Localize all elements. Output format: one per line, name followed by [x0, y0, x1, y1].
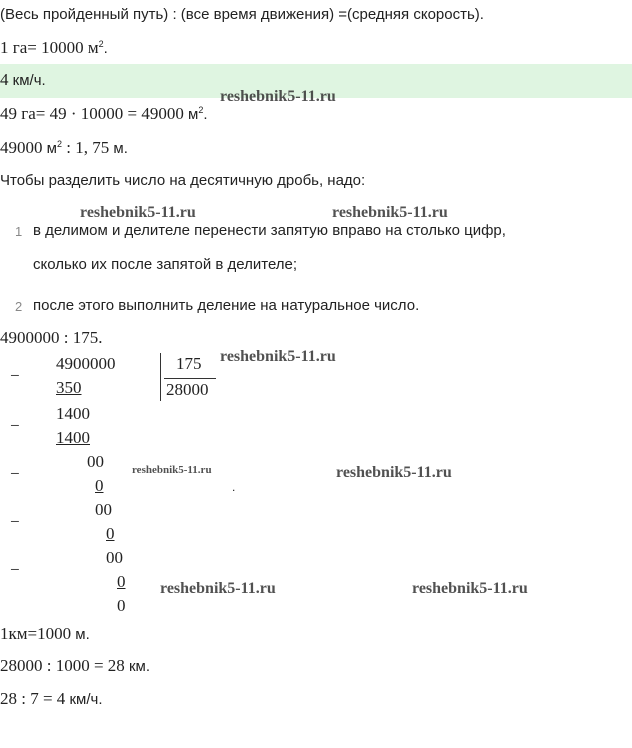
- division-expression: 4900000 : 175.: [0, 328, 103, 347]
- remainder-5: 0: [117, 596, 126, 615]
- subtrahend-2: 1400: [56, 428, 90, 447]
- length-math: 49000: [0, 138, 43, 157]
- area-unit: м: [183, 106, 199, 123]
- area-sup: 2: [198, 105, 204, 115]
- speed-unit: км/ч.: [65, 691, 103, 708]
- watermark-1: reshebnik5-11.ru: [220, 88, 336, 105]
- list-item-2-text: после этого выполнить деление на натуральное число.: [33, 297, 420, 314]
- list-item-1-text-a: в делимом и делителе перенести запятую вправо на столько цифр,: [33, 222, 506, 239]
- dividend: 4900000: [56, 354, 116, 373]
- hectare-math: 1 га= 10000 м: [0, 38, 99, 57]
- hectare-sup: 2: [98, 39, 104, 49]
- divisor: 175: [176, 354, 202, 373]
- rule-intro-line: Чтобы разделить число на десятичную дробь, надо:: [0, 172, 366, 189]
- watermark-4: reshebnik5-11.ru: [220, 348, 336, 365]
- minus-sign-3: −: [10, 464, 20, 483]
- subtrahend-1: 350: [56, 378, 82, 397]
- minus-sign-2: −: [10, 416, 20, 435]
- watermark-8: reshebnik5-11.ru: [412, 580, 528, 597]
- subtrahend-3: 0: [95, 476, 104, 495]
- km-math: 1км=1000: [0, 624, 72, 643]
- answer-unit: км/ч.: [8, 72, 46, 89]
- speed-formula-line: (Весь пройденный путь) : (все время движения) =(средняя скорость).: [0, 6, 484, 23]
- area-math: 49 га= 49 · 10000 = 49000: [0, 104, 184, 123]
- length-end: м.: [109, 140, 128, 157]
- quotient: 28000: [166, 380, 209, 399]
- list-item-2-number: 2: [15, 299, 23, 314]
- answer-line: [0, 70, 46, 90]
- speed-result-line: [0, 689, 103, 709]
- distance-unit: км.: [124, 658, 151, 675]
- division-vertical-bar: [160, 353, 161, 401]
- subtrahend-4: 0: [106, 524, 115, 543]
- length-unit: м: [42, 140, 57, 157]
- list-item-1-text-b: сколько их после запятой в делителе;: [33, 256, 298, 273]
- division-horizontal-bar: [164, 378, 216, 379]
- answer-math: 4: [0, 70, 9, 89]
- minus-sign-4: −: [10, 512, 20, 531]
- watermark-2: reshebnik5-11.ru: [80, 204, 196, 221]
- distance-km-line: [0, 656, 150, 676]
- km-conversion-line: [0, 624, 90, 644]
- remainder-1: 1400: [56, 404, 90, 423]
- watermark-3: reshebnik5-11.ru: [332, 204, 448, 221]
- length-math-2: : 1, 75: [62, 138, 110, 157]
- speed-math: 28 : 7 = 4: [0, 689, 66, 708]
- length-sup: 2: [56, 139, 62, 149]
- hectare-end: .: [103, 40, 108, 57]
- distance-math: 28000 : 1000 = 28: [0, 656, 125, 675]
- remainder-4: 00: [106, 548, 123, 567]
- hectare-conversion-line: [0, 38, 108, 58]
- remainder-3: 00: [95, 500, 112, 519]
- length-expression-line: [0, 138, 128, 158]
- minus-sign-5: −: [10, 560, 20, 579]
- minus-sign-1: −: [10, 366, 20, 385]
- watermark-7: reshebnik5-11.ru: [160, 580, 276, 597]
- subtrahend-5: 0: [117, 572, 126, 591]
- list-item-1-number: 1: [15, 224, 23, 239]
- watermark-6: reshebnik5-11.ru: [336, 464, 452, 481]
- remainder-2: 00: [87, 452, 104, 471]
- km-unit: м.: [71, 626, 90, 643]
- stray-dot: .: [232, 480, 236, 494]
- area-end: .: [203, 106, 208, 123]
- watermark-5: reshebnik5-11.ru: [132, 464, 212, 476]
- area-calculation-line: [0, 104, 208, 124]
